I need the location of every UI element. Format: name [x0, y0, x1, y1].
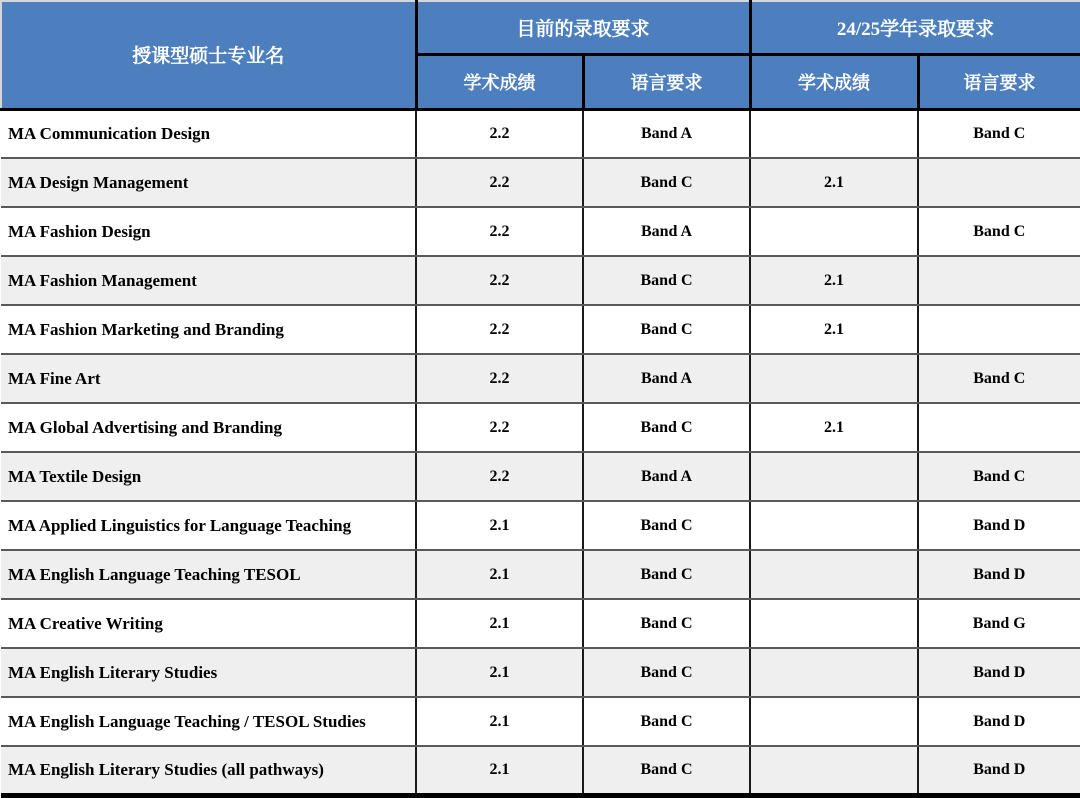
current-language-cell: Band C: [583, 648, 750, 697]
new-academic-cell: 2.1: [750, 403, 918, 452]
new-academic-cell: [750, 550, 918, 599]
current-language-cell: Band C: [583, 305, 750, 354]
current-language-cell: Band C: [583, 403, 750, 452]
current-language-cell: Band A: [583, 207, 750, 256]
new-academic-cell: [750, 501, 918, 550]
table-body: [1, 109, 1080, 795]
new-language-cell: Band D: [918, 697, 1080, 746]
table-row: [1, 697, 1080, 746]
current-academic-cell: 2.2: [416, 452, 583, 501]
new-language-cell: Band C: [918, 207, 1080, 256]
current-language-cell: Band C: [583, 256, 750, 305]
program-name-cell: MA English Language Teaching TESOL: [1, 550, 416, 599]
current-language-cell: Band C: [583, 746, 750, 795]
new-language-cell: [918, 158, 1080, 207]
current-language-cell: Band A: [583, 452, 750, 501]
table-row: [1, 354, 1080, 403]
current-academic-cell: 2.1: [416, 746, 583, 795]
table-row: [1, 207, 1080, 256]
new-language-cell: Band G: [918, 599, 1080, 648]
program-name-cell: MA Fashion Management: [1, 256, 416, 305]
header-2425-language: 语言要求: [918, 54, 1080, 109]
program-name-cell: MA Global Advertising and Branding: [1, 403, 416, 452]
program-name-cell: MA Design Management: [1, 158, 416, 207]
new-academic-cell: 2.1: [750, 305, 918, 354]
new-language-cell: Band C: [918, 452, 1080, 501]
program-name-cell: MA English Literary Studies: [1, 648, 416, 697]
new-language-cell: [918, 305, 1080, 354]
table-row: [1, 501, 1080, 550]
program-name-cell: MA Applied Linguistics for Language Teaching: [1, 501, 416, 550]
current-academic-cell: 2.2: [416, 403, 583, 452]
new-academic-cell: [750, 354, 918, 403]
current-language-cell: Band C: [583, 599, 750, 648]
program-name-cell: MA Fine Art: [1, 354, 416, 403]
table-row: [1, 648, 1080, 697]
new-academic-cell: [750, 207, 918, 256]
new-academic-cell: [750, 697, 918, 746]
table-row: [1, 746, 1080, 795]
header-current-academic: 学术成绩: [416, 54, 583, 109]
new-language-cell: Band C: [918, 109, 1080, 158]
program-name-cell: MA Fashion Marketing and Branding: [1, 305, 416, 354]
program-name-cell: MA Communication Design: [1, 109, 416, 158]
current-academic-cell: 2.1: [416, 697, 583, 746]
table-row: [1, 550, 1080, 599]
current-academic-cell: 2.1: [416, 501, 583, 550]
table-row: [1, 305, 1080, 354]
program-name-cell: MA Textile Design: [1, 452, 416, 501]
table-row: [1, 599, 1080, 648]
table-row: [1, 403, 1080, 452]
header-current-language: 语言要求: [583, 54, 750, 109]
current-academic-cell: 2.2: [416, 158, 583, 207]
program-name-cell: MA Creative Writing: [1, 599, 416, 648]
current-academic-cell: 2.1: [416, 599, 583, 648]
program-name-cell: MA Fashion Design: [1, 207, 416, 256]
new-language-cell: [918, 403, 1080, 452]
new-academic-cell: [750, 746, 918, 795]
new-academic-cell: [750, 109, 918, 158]
current-academic-cell: 2.2: [416, 256, 583, 305]
new-language-cell: Band C: [918, 354, 1080, 403]
new-language-cell: Band D: [918, 648, 1080, 697]
current-language-cell: Band A: [583, 109, 750, 158]
header-group-2425: 24/25学年录取要求: [750, 1, 1080, 54]
current-language-cell: Band C: [583, 158, 750, 207]
program-name-cell: MA English Language Teaching / TESOL Studies: [1, 697, 416, 746]
current-language-cell: Band C: [583, 501, 750, 550]
new-language-cell: Band D: [918, 550, 1080, 599]
current-academic-cell: 2.1: [416, 550, 583, 599]
header-group-row: [1, 1, 1080, 54]
header-program-column: 授课型硕士专业名: [1, 1, 416, 109]
table-row: [1, 109, 1080, 158]
program-name-cell: MA English Literary Studies (all pathways): [1, 746, 416, 795]
new-academic-cell: 2.1: [750, 158, 918, 207]
new-academic-cell: 2.1: [750, 256, 918, 305]
new-language-cell: Band D: [918, 746, 1080, 795]
current-language-cell: Band A: [583, 354, 750, 403]
new-language-cell: Band D: [918, 501, 1080, 550]
new-academic-cell: [750, 452, 918, 501]
current-language-cell: Band C: [583, 550, 750, 599]
current-academic-cell: 2.1: [416, 648, 583, 697]
new-academic-cell: [750, 599, 918, 648]
current-language-cell: Band C: [583, 697, 750, 746]
new-language-cell: [918, 256, 1080, 305]
table-row: [1, 256, 1080, 305]
table-row: [1, 452, 1080, 501]
current-academic-cell: 2.2: [416, 354, 583, 403]
current-academic-cell: 2.2: [416, 207, 583, 256]
current-academic-cell: 2.2: [416, 109, 583, 158]
header-group-current: 目前的录取要求: [416, 1, 750, 54]
new-academic-cell: [750, 648, 918, 697]
table-row: [1, 158, 1080, 207]
header-2425-academic: 学术成绩: [750, 54, 918, 109]
current-academic-cell: 2.2: [416, 305, 583, 354]
table-header: [1, 1, 1080, 109]
